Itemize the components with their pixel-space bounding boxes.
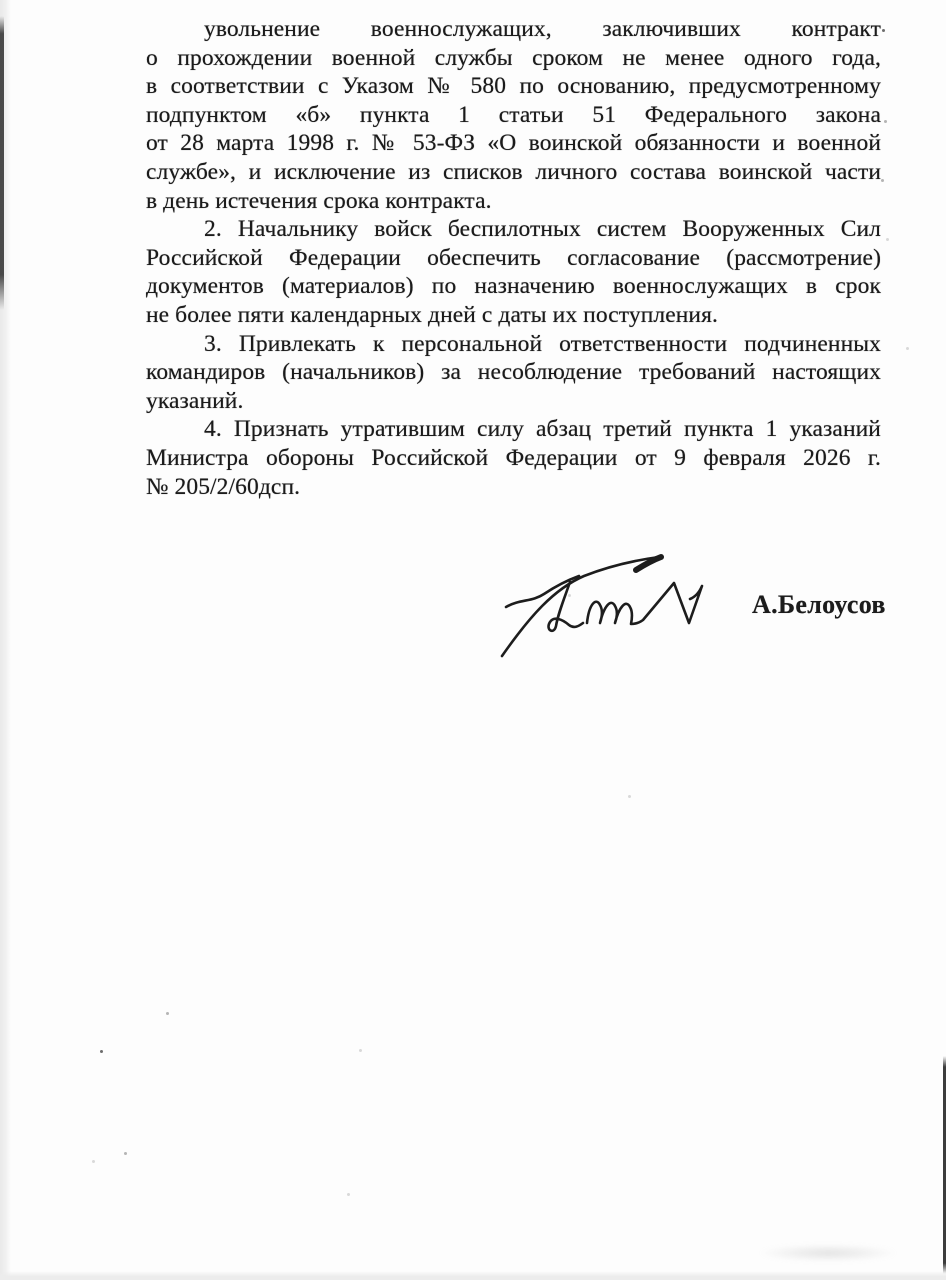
scan-speckle: [906, 347, 909, 350]
text-line: в день истечения срока контракта.: [146, 187, 492, 214]
text-line: службе», и исключение из списков личного состава воинской части: [146, 158, 881, 185]
document-text: [146, 15, 881, 501]
text-line: о прохождении военной службы сроком не менее одного года,: [146, 44, 881, 71]
text-line: 4. Признать утратившим силу абзац третий пункта 1 указаний: [204, 416, 881, 443]
text-line: документов (материалов) по назначению военнослужащих в срок: [146, 273, 881, 300]
scan-speckle: [359, 1049, 362, 1052]
text-line: указаний.: [146, 387, 244, 414]
signature-scribble: [492, 544, 748, 662]
text-line: в соответствии с Указом № 580 по основанию, предусмотренному: [146, 73, 881, 100]
scan-speckle: [882, 29, 885, 32]
signatory-name: А.Белоусов: [752, 590, 886, 619]
scan-speckle: [92, 1160, 95, 1163]
scan-speckle: [881, 179, 884, 182]
scan-speckle: [884, 120, 887, 123]
text-line: не более пяти календарных дней с даты их поступления.: [146, 301, 718, 328]
text-line: от 28 марта 1998 г. № 53-ФЗ «О воинской обязанности и военной: [146, 130, 881, 157]
scan-edge-left-dark-line: [0, 16, 4, 310]
scan-edge-bottom: [0, 1271, 946, 1280]
text-line: подпунктом «б» пункта 1 статьи 51 Федерального закона: [146, 101, 881, 128]
text-line: Российской Федерации обеспечить согласование (рассмотрение): [146, 244, 881, 271]
scan-speckle: [124, 1152, 127, 1155]
scan-speckle: [886, 238, 889, 241]
text-line: командиров (начальников) за несоблюдение требований настоящих: [146, 359, 881, 386]
scan-smudge: [758, 1244, 898, 1262]
text-line: № 205/2/60дсп.: [146, 473, 301, 500]
text-line: 3. Привлекать к персональной ответственности подчиненных: [204, 330, 881, 357]
scan-speckle: [166, 1012, 169, 1015]
scan-speckle: [100, 1050, 103, 1053]
text-line: 2. Начальнику войск беспилотных систем Вооруженных Сил: [204, 216, 881, 243]
scan-speckle: [628, 795, 631, 798]
text-line: Министра обороны Российской Федерации от 9 февраля 2026 г.: [146, 444, 881, 471]
text-line: увольнение военнослужащих, заключивших контракт: [204, 16, 881, 42]
scan-speckle: [347, 1193, 350, 1196]
